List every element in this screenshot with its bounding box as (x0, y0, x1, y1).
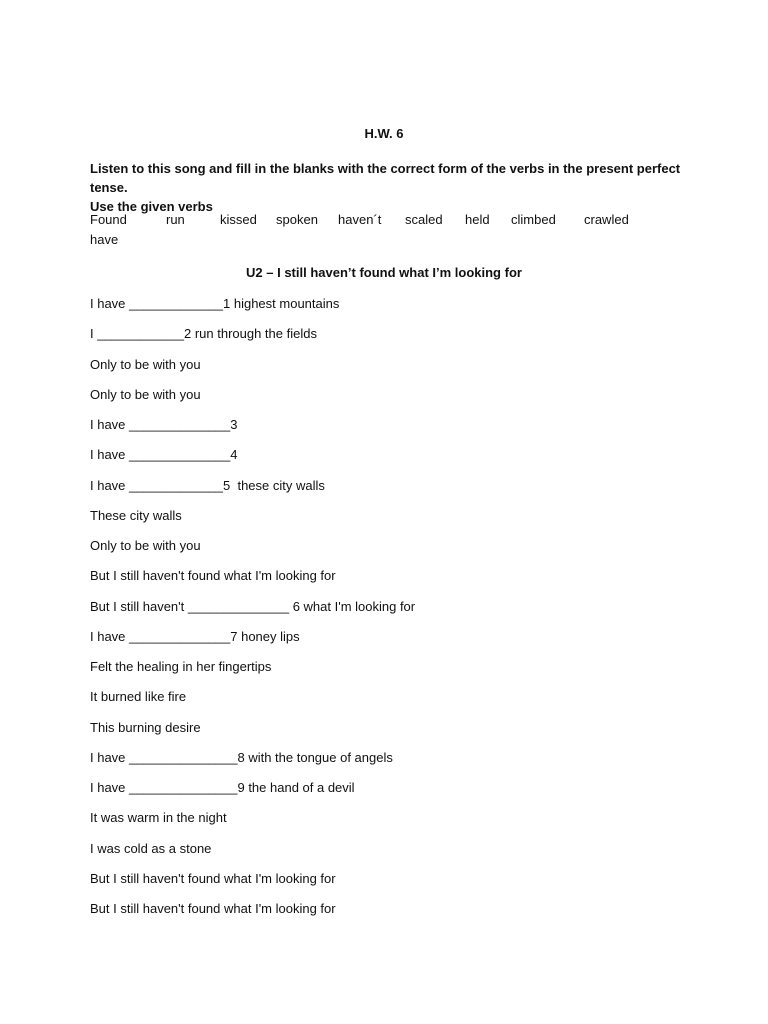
instructions (90, 159, 690, 216)
instructions-line-1: Listen to this song and fill in the blanks with the correct form of the verbs in the present perfect tense. (90, 161, 681, 195)
lyric-line: These city walls (90, 507, 182, 523)
song-title: U2 – I still haven’t found what I’m looking for (246, 265, 522, 280)
lyric-line: This burning desire (90, 719, 201, 735)
verb-list (90, 212, 690, 252)
lyric-line: I have _____________1 highest mountains (90, 296, 340, 311)
lyric-line: But I still haven't ______________ 6 what I'm looking for (90, 598, 416, 614)
verb-item: spoken (276, 212, 318, 227)
lyric-line: I ____________2 run through the fields (90, 326, 317, 342)
lyric-line: Only to be with you (90, 538, 201, 553)
instructions-line-2: Use the given verbs (90, 199, 213, 214)
verb-item: crawled (584, 212, 629, 227)
lyric-line: I have ______________7 honey lips (90, 628, 300, 644)
verb-item: scaled (405, 212, 443, 227)
verb-item: haven´t (338, 212, 382, 227)
lyric-line: I have ______________3 (90, 417, 238, 432)
lyric-line: But I still haven't found what I'm looking for (90, 901, 336, 916)
verb-item: Found (90, 212, 127, 227)
lyric-line: But I still haven't found what I'm looking for (90, 568, 336, 584)
verb-item: kissed (220, 212, 257, 227)
verb-item: run (166, 212, 185, 227)
verb-item: climbed (511, 212, 556, 227)
lyric-line: Only to be with you (90, 386, 201, 402)
lyric-line: Felt the healing in her fingertips (90, 659, 272, 674)
lyric-line: I have ______________4 (90, 447, 238, 463)
page-title: H.W. 6 (364, 126, 404, 141)
verb-item: have (90, 232, 119, 247)
lyric-line: It was warm in the night (90, 810, 227, 826)
lyrics-list (90, 295, 690, 930)
lyric-line: But I still haven't found what I'm looking for (90, 870, 336, 886)
lyric-line: I have _______________8 with the tongue of angels (90, 749, 393, 765)
lyric-line: I have _______________9 the hand of a devil (90, 780, 355, 795)
lyric-line: Only to be with you (90, 356, 201, 372)
lyric-line: I have _____________5 these city walls (90, 477, 325, 493)
lyric-line: It burned like fire (90, 689, 187, 705)
lyric-line: I was cold as a stone (90, 840, 212, 856)
verb-item: held (465, 212, 490, 227)
